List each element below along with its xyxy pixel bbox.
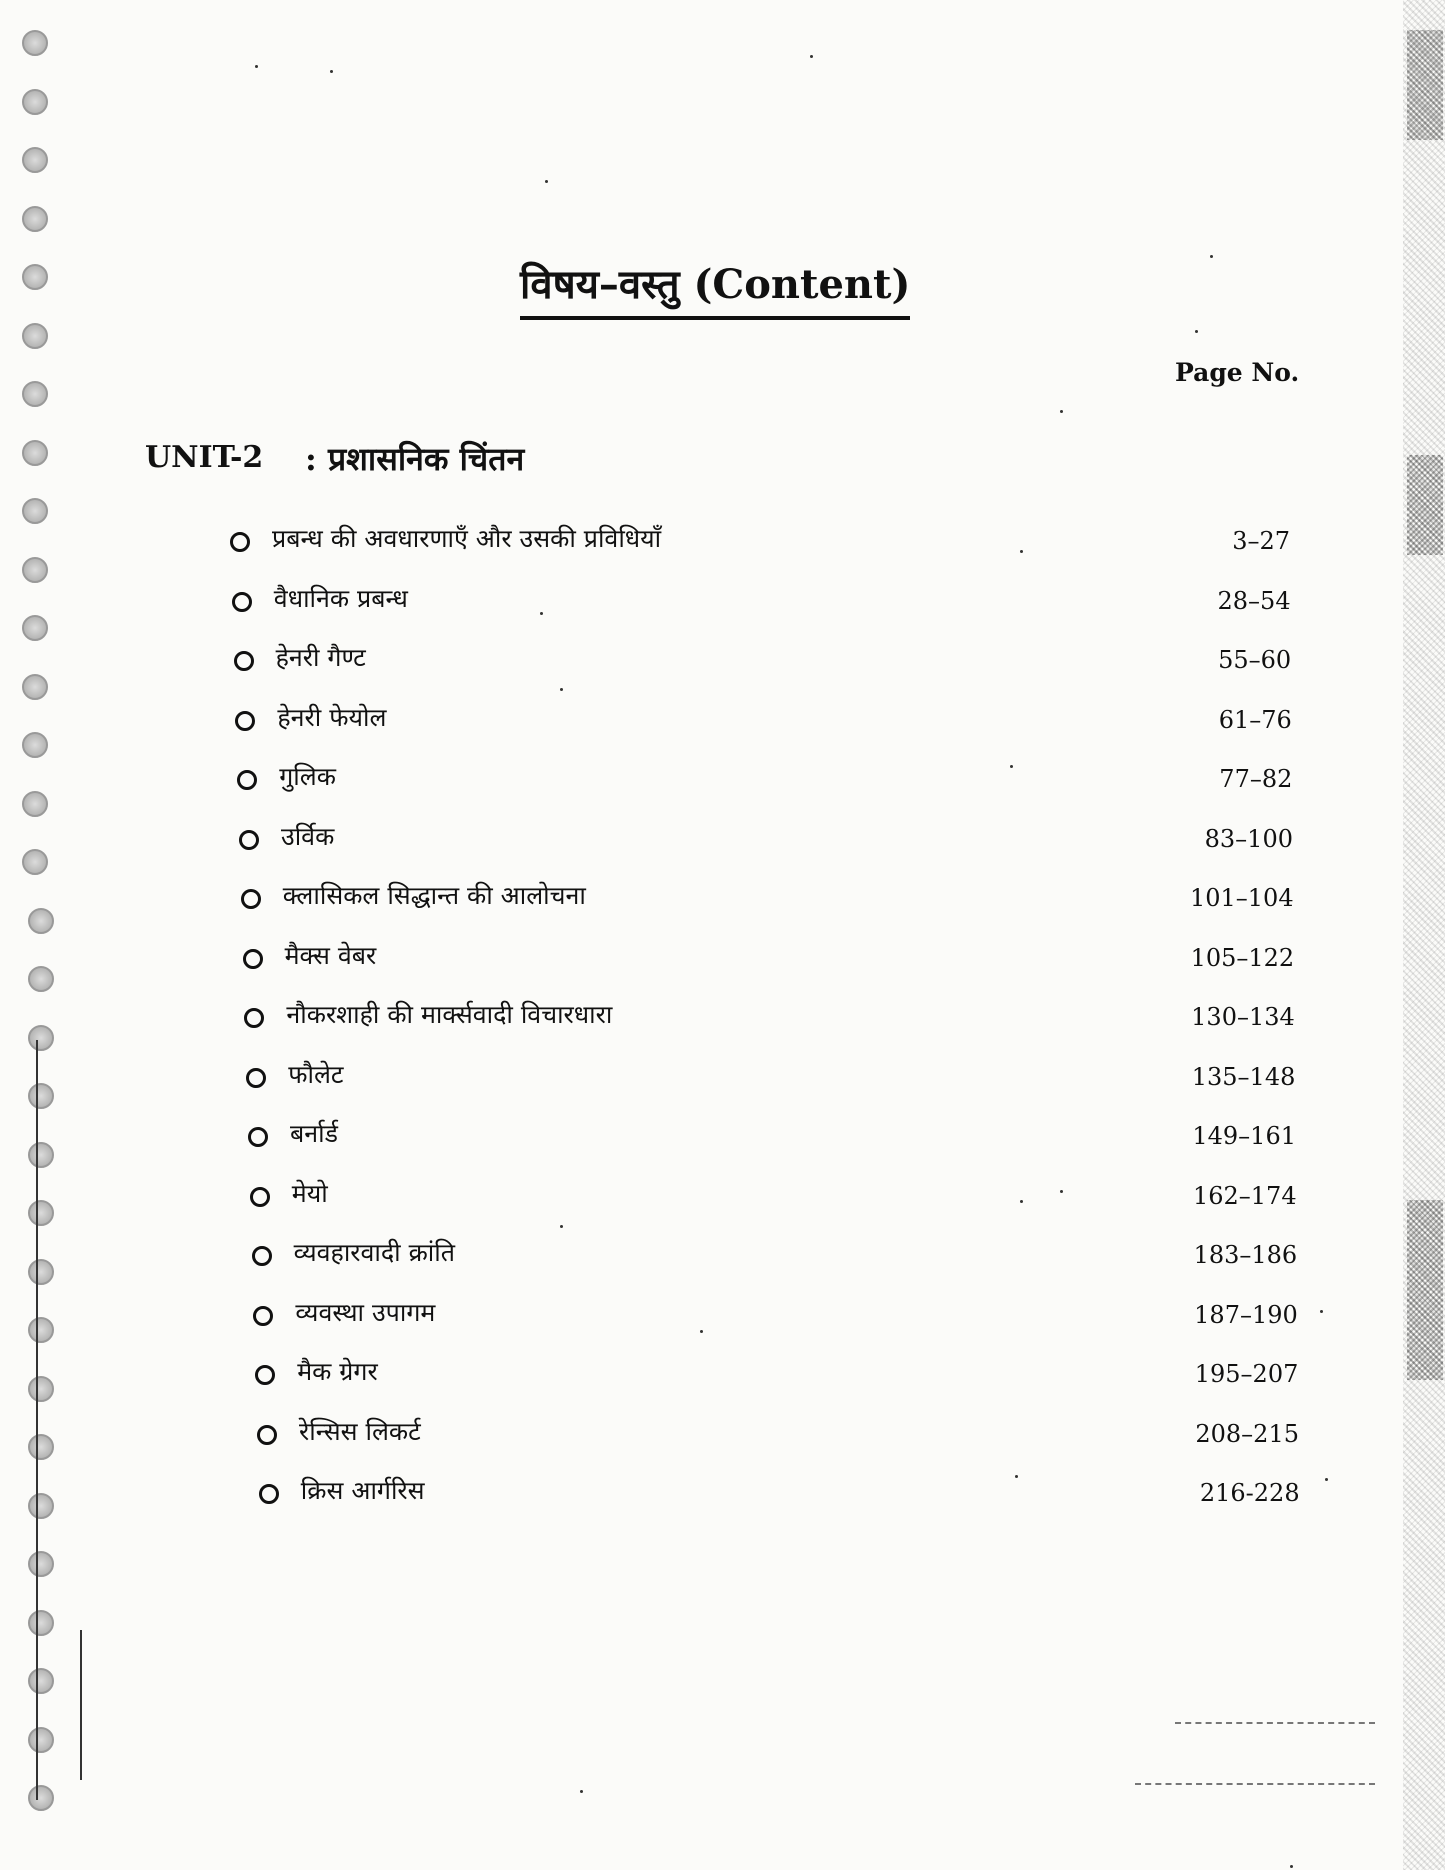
scan-dust (330, 70, 333, 73)
toc-entry (252, 1236, 1298, 1276)
bullet-circle-icon (235, 711, 255, 731)
scan-dust (1320, 1310, 1323, 1313)
bullet-circle-icon (234, 651, 254, 671)
scan-dust (1060, 410, 1063, 413)
bullet-circle-icon (250, 1187, 270, 1207)
toc-entry-pages: 61–76 (1218, 705, 1292, 734)
toc-entry-topic: मेयो (291, 1178, 328, 1208)
scan-dust (1020, 1200, 1023, 1203)
scan-dust (1290, 1865, 1293, 1868)
toc-entry (246, 1058, 1295, 1098)
toc-entry-pages: 195–207 (1194, 1360, 1299, 1388)
toc-entry (250, 1177, 1297, 1217)
toc-entry (259, 1474, 1300, 1514)
scan-dust (560, 1225, 563, 1228)
scan-dust (1210, 255, 1213, 258)
unit-code: UNIT-2 (145, 440, 264, 475)
scan-dust (1060, 1190, 1063, 1193)
toc-entry-topic: गुलिक (279, 762, 336, 791)
scan-dust (1010, 765, 1013, 768)
toc-entry-topic: हेनरी गैण्ट (275, 643, 366, 672)
toc-entry-topic: बर्नार्ड (290, 1119, 339, 1148)
scan-dust (580, 1790, 583, 1793)
bullet-circle-icon (248, 1127, 268, 1147)
toc-entry-pages: 216-228 (1199, 1479, 1300, 1507)
toc-entry (234, 641, 1292, 681)
scan-dust (545, 180, 548, 183)
bullet-circle-icon (244, 1008, 264, 1028)
toc-entry (239, 820, 1293, 860)
bullet-circle-icon (259, 1484, 279, 1504)
toc-entry-pages: 3–27 (1232, 527, 1290, 555)
bullet-circle-icon (237, 770, 257, 790)
toc-entry-pages: 135–148 (1191, 1062, 1296, 1091)
toc-entry-pages: 55–60 (1218, 646, 1292, 674)
toc-entry-topic: हेनरी फेयोल (277, 702, 387, 732)
scan-dust (560, 688, 563, 691)
footer-rule (1135, 1783, 1375, 1785)
toc-entry-topic: व्यवहारवादी क्रांति (293, 1238, 455, 1267)
toc-entry (253, 1296, 1297, 1336)
bullet-circle-icon (243, 949, 263, 969)
toc-entry-pages: 83–100 (1204, 824, 1293, 853)
toc-entry (241, 879, 1294, 919)
toc-entry-pages: 130–134 (1191, 1003, 1295, 1031)
toc-entry (235, 701, 1291, 741)
toc-entry-pages: 208–215 (1195, 1419, 1299, 1448)
binding-edge-line (80, 1630, 82, 1780)
toc-entry-pages: 105–122 (1190, 943, 1295, 972)
toc-entry (244, 998, 1294, 1038)
page-number-column-header: Page No. (1175, 358, 1300, 387)
bullet-circle-icon (255, 1365, 275, 1385)
bullet-circle-icon (257, 1425, 277, 1445)
toc-entry-topic: फौलेट (288, 1059, 344, 1089)
bullet-circle-icon (252, 1246, 272, 1266)
toc-entry-topic: क्रिस आर्गरिस (300, 1476, 425, 1505)
bullet-circle-icon (253, 1306, 273, 1326)
toc-entry-topic: क्लासिकल सिद्धान्त की आलोचना (282, 881, 586, 910)
toc-entry (257, 1415, 1299, 1455)
page-title: विषय–वस्तु (Content) (520, 255, 910, 320)
bullet-circle-icon (230, 532, 250, 552)
scan-dust (1325, 1478, 1328, 1481)
toc-entry-topic: नौकरशाही की मार्क्सवादी विचारधारा (286, 1000, 613, 1029)
toc-entry-pages: 77–82 (1219, 765, 1293, 793)
toc-entry-topic: प्रबन्ध की अवधारणाएँ और उसकी प्रविधियाँ (272, 524, 662, 553)
toc-entry (248, 1117, 1296, 1157)
toc-entry (232, 582, 1291, 622)
bullet-circle-icon (246, 1068, 266, 1088)
scan-dust (1015, 1475, 1018, 1478)
toc-entry (237, 760, 1292, 800)
bullet-circle-icon (239, 830, 259, 850)
toc-entry-pages: 187–190 (1194, 1300, 1298, 1329)
toc-entry-pages: 183–186 (1193, 1241, 1298, 1269)
toc-entry-topic: वैधानिक प्रबन्ध (273, 583, 408, 613)
bullet-circle-icon (241, 889, 261, 909)
scan-dust (540, 612, 543, 615)
toc-entry-pages: 162–174 (1192, 1181, 1297, 1210)
toc-entry (230, 522, 1290, 562)
scan-dust (810, 55, 813, 58)
toc-entry-topic: रेन्सिस लिकर्ट (299, 1416, 421, 1446)
toc-entry-pages: 101–104 (1189, 884, 1294, 912)
toc-entry-pages: 149–161 (1192, 1122, 1296, 1150)
toc-entry-topic: उर्विक (281, 821, 335, 851)
footer-rule (1175, 1722, 1375, 1724)
toc-entry-pages: 28–54 (1217, 586, 1291, 615)
scan-dust (1195, 330, 1198, 333)
scan-dust (700, 1330, 703, 1333)
scan-dust (255, 65, 258, 68)
unit-title: : प्रशासनिक चिंतन (305, 440, 525, 478)
toc-entry (243, 939, 1295, 979)
toc-entry-topic: मैक ग्रेगर (297, 1357, 378, 1386)
toc-entry-topic: मैक्स वेबर (284, 940, 377, 970)
toc-entry-topic: व्यवस्था उपागम (295, 1297, 436, 1327)
toc-entry (255, 1355, 1298, 1395)
bullet-circle-icon (232, 592, 252, 612)
scan-dust (1020, 550, 1023, 553)
